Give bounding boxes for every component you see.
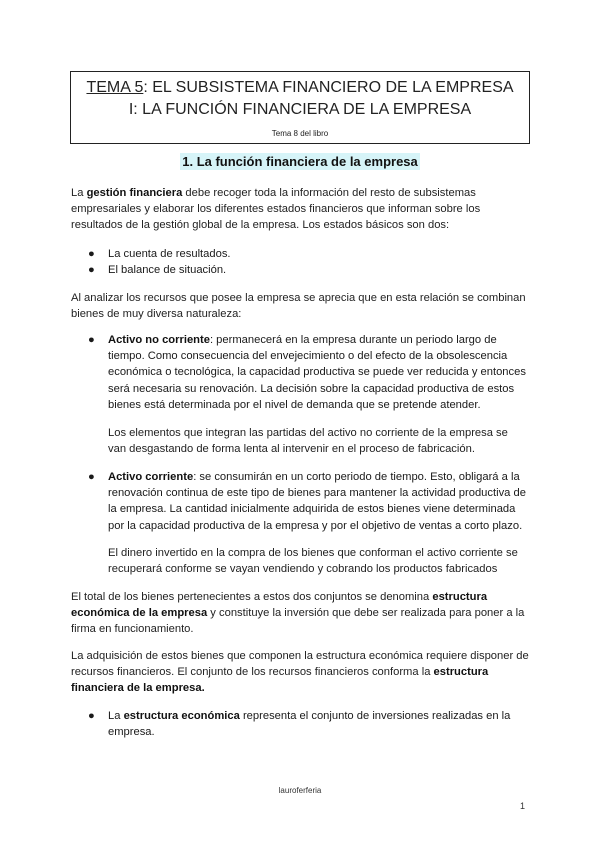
paragraph-activo-corriente-sub: El dinero invertido en la compra de los bienes que conforman el activo corriente se recuperará conforme se vayan vendiendo y cobrando los productos fabricados xyxy=(108,547,518,576)
list-item-text: La cuenta de resultados. xyxy=(108,248,231,260)
para4-bold: estructura financiera de la empresa. xyxy=(71,666,489,695)
para1-bold: gestión financiera xyxy=(86,187,183,199)
tema-label: TEMA 5 xyxy=(86,79,144,96)
list2-bold: estructura económica xyxy=(123,710,240,722)
list-item-text xyxy=(108,469,528,534)
bullet-icon: ● xyxy=(88,334,95,346)
activo-no-corriente-desc: : permanecerá en la empresa durante un periodo largo de tiempo. Como consecuencia del envejecimiento o del efecto de la obsolescencia económica o tecnológica, la capacidad productiva se puede ver reducida y entonces será necesaria su renovación. La decisión sobre la capacidad productiva de estos bienes está determinada por el nivel de demanda que se pretende atender. xyxy=(108,334,526,411)
list-item xyxy=(88,708,528,740)
list-item-text xyxy=(108,708,528,740)
list-item-text: El balance de situación. xyxy=(108,264,227,276)
paragraph-activo-no-corriente-sub: Los elementos que integran las partidas del activo no corriente de la empresa se van desgastando de forma lenta al intervenir en el proceso de fabricación. xyxy=(108,427,508,456)
paragraph-gestion-financiera xyxy=(71,185,531,234)
activo-corriente-term: Activo corriente xyxy=(108,471,194,483)
bullet-icon: ● xyxy=(88,264,95,276)
list2-pre: La xyxy=(108,710,124,722)
para4-pre: La adquisición de estos bienes que componen la estructura económica requiere disponer de recursos financieros. El conjunto de los recursos financieros conforma la xyxy=(71,650,529,679)
activo-corriente-desc: : se consumirán en un corto periodo de tiempo. Esto, obligará a la renovación continua de este tipo de bienes para mantener la actividad productiva de la empresa. La cantidad inicialmente adquirida de estos bienes viene determinada por la capacidad productiva de la empresa y por el objetivo de ventas a corto plazo. xyxy=(108,471,526,532)
list-item xyxy=(88,246,528,262)
list-item-text xyxy=(108,332,528,413)
list-item-activo-no-corriente xyxy=(88,332,528,413)
bullet-icon: ● xyxy=(88,471,95,483)
para3-pre: El total de los bienes pertenecientes a estos dos conjuntos se denomina xyxy=(71,591,433,603)
list-item-activo-corriente xyxy=(88,469,528,534)
list-item xyxy=(88,262,528,278)
bullet-icon: ● xyxy=(88,248,95,260)
list2-post: representa el conjunto de inversiones realizadas en la empresa. xyxy=(108,710,511,739)
section-heading xyxy=(0,153,600,171)
bullet-icon: ● xyxy=(88,710,95,722)
footer-author: lauroferferia xyxy=(278,786,322,795)
page-subtitle: Tema 8 del libro xyxy=(271,129,329,138)
paragraph-estructura-economica xyxy=(71,589,531,638)
title-box xyxy=(70,71,530,144)
section-heading-text: 1. La función financiera de la empresa xyxy=(182,154,418,169)
title-text: : EL SUBSISTEMA FINANCIERO DE LA EMPRESA I: LA FUNCIÓN FINANCIERA DE LA EMPRESA xyxy=(128,79,514,118)
paragraph-recursos: Al analizar los recursos que posee la empresa se aprecia que en esta relación se combinan bienes de muy diversa naturaleza: xyxy=(71,292,526,321)
paragraph-estructura-financiera xyxy=(71,648,531,697)
page-title xyxy=(81,77,519,121)
page-number: 1 xyxy=(520,801,526,811)
para1-pre: La xyxy=(71,187,87,199)
activo-no-corriente-term: Activo no corriente xyxy=(108,334,210,346)
para3-post: y constituye la inversión que debe ser realizada para poner a la firma en funcionamiento. xyxy=(71,607,525,636)
para1-post: debe recoger toda la información del resto de subsistemas empresariales y elaborar los diferentes estados financieros que informan sobre los resultados de la gestión global de la empresa. Los estados básicos son dos: xyxy=(71,187,481,232)
para3-bold: estructura económica de la empresa xyxy=(71,591,488,620)
